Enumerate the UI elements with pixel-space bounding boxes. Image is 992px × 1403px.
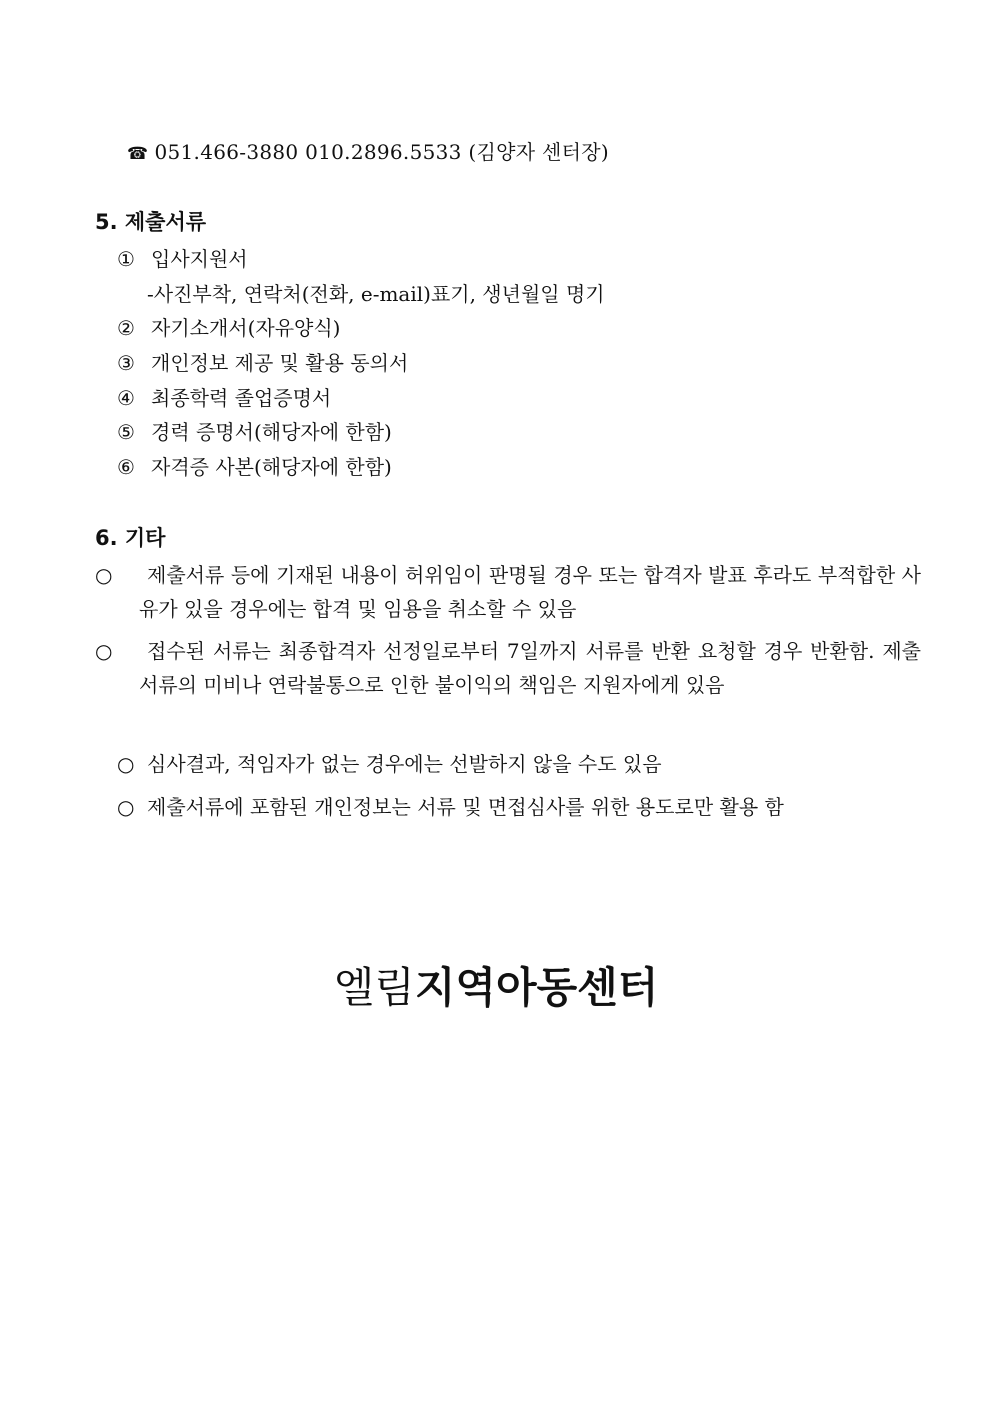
section-6-heading: 6. 기타 xyxy=(95,526,166,550)
document-item-3: ③ 개인정보 제공 및 활용 동의서 xyxy=(117,351,409,375)
notice-bullet-3: ○ 심사결과, 적임자가 없는 경우에는 선발하지 않을 수도 있음 xyxy=(117,752,662,776)
organization-name-prefix: 엘림 xyxy=(333,963,415,1012)
document-item-1-note: -사진부착, 연락처(전화, e-mail)표기, 생년월일 명기 xyxy=(147,282,605,306)
document-item-1: ① 입사지원서 xyxy=(117,247,248,271)
notice-bullet-4: ○ 제출서류에 포함된 개인정보는 서류 및 면접심사를 위한 용도로만 활용 함 xyxy=(117,795,784,819)
contact-line xyxy=(127,138,609,168)
organization-name xyxy=(0,960,992,1016)
section-5-heading: 5. 제출서류 xyxy=(95,210,207,234)
notice-bullet-1: ○ 제출서류 등에 기재된 내용이 허위임이 판명될 경우 또는 합격자 발표 후라도 부적합한 사유가 있을 경우에는 합격 및 임용을 취소할 수 있음 xyxy=(95,563,921,621)
document-item-6: ⑥ 자격증 사본(해당자에 한함) xyxy=(117,455,392,479)
organization-name-suffix: 지역아동센터 xyxy=(414,963,659,1012)
document-item-4: ④ 최종학력 졸업증명서 xyxy=(117,386,332,410)
contact-text: 051.466-3880 010.2896.5533 (김양자 센터장) xyxy=(154,140,609,164)
notice-bullet-2: ○ 접수된 서류는 최종합격자 선정일로부터 7일까지 서류를 반환 요청할 경우 반환함. 제출 서류의 미비나 연락불통으로 인한 불이익의 책임은 지원자에게 있음 xyxy=(95,639,921,697)
telephone-icon: ☎ xyxy=(127,144,149,164)
document-item-2: ② 자기소개서(자유양식) xyxy=(117,316,341,340)
document-item-5: ⑤ 경력 증명서(해당자에 한함) xyxy=(117,420,392,444)
